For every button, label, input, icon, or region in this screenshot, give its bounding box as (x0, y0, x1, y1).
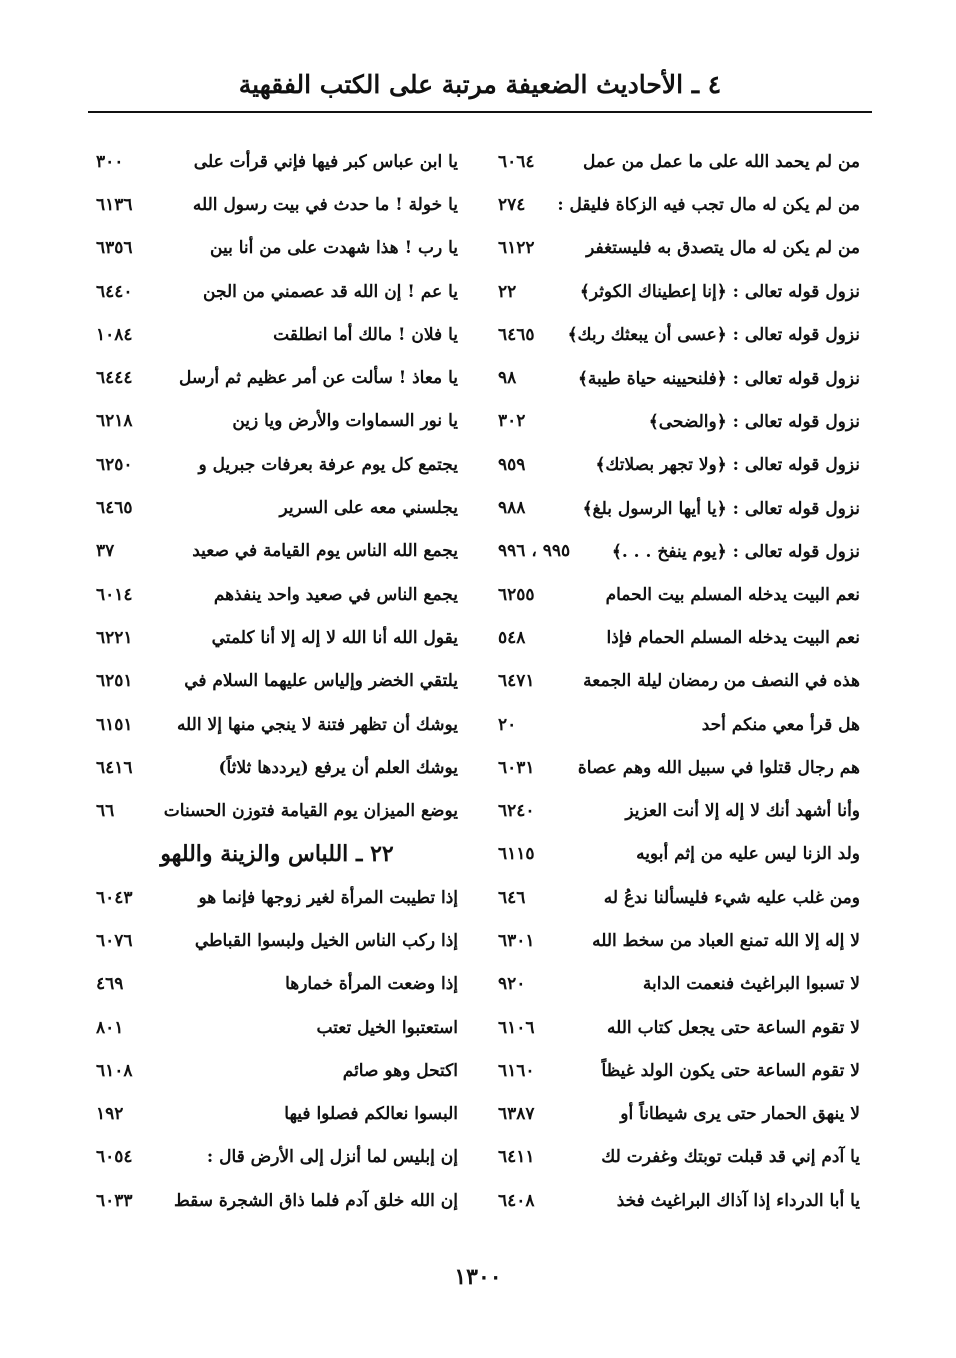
entry-number: ٥٤٨ (498, 627, 526, 648)
index-entry (96, 313, 458, 356)
index-column-right (498, 140, 860, 1222)
entry-number: ٦٤٤٤ (96, 368, 133, 389)
index-entry (96, 1049, 458, 1092)
entry-number: ٩٩٥ ، ٩٩٦ (498, 541, 571, 562)
index-entry (96, 1006, 458, 1049)
entry-number: ٦١١٥ (498, 844, 535, 865)
entry-text: يا أبا الدرداء إذا آذاك البراغيث فخذ (616, 1190, 860, 1211)
entry-number: ٨٠١ (96, 1017, 124, 1038)
entry-number: ٢٢ (498, 281, 517, 302)
entry-text: إذا ركب الناس الخيل ولبسوا القباطي (194, 930, 458, 951)
index-entry (96, 486, 458, 529)
entry-text: وأنا أشهد أنك لا إله إلا أنت العزيز (625, 801, 860, 822)
index-entry (96, 963, 458, 1006)
entry-number: ٦٣٥٦ (96, 238, 133, 259)
index-entry (498, 356, 860, 399)
index-entry (498, 443, 860, 486)
index-entry (498, 919, 860, 962)
entry-number: ٢٧٤ (498, 194, 526, 215)
entry-number: ٤٦٩ (96, 974, 124, 995)
index-entry (96, 616, 458, 659)
entry-number: ٦٣٠١ (498, 930, 535, 951)
entry-number: ٦١٠٦ (498, 1017, 535, 1038)
entry-number: ٦٤٦٥ (96, 498, 133, 519)
entry-number: ٦٢٥١ (96, 671, 133, 692)
entry-number: ٦٠٧٦ (96, 930, 133, 951)
entry-number: ٦٠٤٣ (96, 887, 133, 908)
index-entry (498, 833, 860, 876)
entry-text: إذا وضعت المرأة خمارها (285, 974, 458, 995)
entry-text: يا خولة ! ما حدث في بيت رسول الله (192, 194, 458, 215)
entry-number: ٦٢١٨ (96, 411, 133, 432)
entry-text: إذا تطيبت المرأة لغير زوجها فإنما هو (198, 887, 458, 908)
entry-number: ٦٢٥٥ (498, 584, 535, 605)
entry-number: ٦٤٠٨ (498, 1190, 535, 1211)
index-entry (498, 1006, 860, 1049)
entry-number: ٦٠١٤ (96, 584, 133, 605)
entry-text: البسوا نعالكم فصلوا فيها (284, 1104, 458, 1125)
index-entry (498, 313, 860, 356)
entry-number: ٦٠٣١ (498, 757, 535, 778)
index-entry (498, 227, 860, 270)
index-entry (96, 1093, 458, 1136)
entry-number: ٦١٥١ (96, 714, 133, 735)
index-entry (498, 140, 860, 183)
entry-text: نزول قوله تعالى : ﴿إنا إعطيناك الكوثر﴾ (579, 282, 860, 303)
entry-number: ١٩٢ (96, 1104, 124, 1125)
entry-number: ٦٤٦٥ (498, 324, 535, 345)
entry-text: نزول قوله تعالى : ﴿عسى أن يبعثك ربك﴾ (567, 325, 860, 346)
entry-text: لا تسبوا البراغيث فنعمت الدابة (642, 974, 860, 995)
entry-number: ٦١٢٢ (498, 238, 535, 259)
entry-number: ٦٠٥٤ (96, 1147, 133, 1168)
index-entry (498, 573, 860, 616)
entry-text: يا آدم إني قد قبلت توبتك وغفرت لك (601, 1147, 860, 1168)
entry-number: ٦٤٤٠ (96, 281, 133, 302)
entry-text: يجمع الناس في صعيد واحد ينفذهم (213, 584, 458, 605)
entry-number: ٦١٦٠ (498, 1060, 535, 1081)
index-column-left (96, 140, 458, 1222)
entry-text: يا رب ! هذا شهدت على من أنا بين (210, 238, 458, 259)
entry-number: ١٠٨٤ (96, 324, 133, 345)
index-entry (96, 356, 458, 399)
entry-number: ٢٠ (498, 714, 517, 735)
index-entry (96, 400, 458, 443)
entry-text: نزول قوله تعالى : ﴿والضحى﴾ (648, 411, 860, 432)
entry-text: يجتمع كل يوم عرفة بعرفات جبريل و (198, 454, 458, 475)
index-entry (498, 530, 860, 573)
header-rule (88, 111, 872, 113)
entry-text: استعتبوا الخيل تعتب (316, 1017, 458, 1038)
entry-text: نعم البيت يدخله المسلم الحمام فإذا (606, 627, 860, 648)
entry-text: يا معاذ ! سألت عن أمر عظيم ثم أرسل (179, 368, 458, 389)
index-entry (96, 703, 458, 746)
entry-text: ومن غلب عليه شيء فليسألنا ندعُ له (603, 887, 860, 908)
entry-number: ٦٠٣٣ (96, 1190, 133, 1211)
index-entry (96, 1179, 458, 1222)
entry-number: ٩٨ (498, 368, 517, 389)
index-entry (498, 616, 860, 659)
index-entry (96, 660, 458, 703)
entry-text: يوضع الميزان يوم القيامة فتوزن الحسنات (163, 801, 458, 822)
index-entry (96, 876, 458, 919)
index-entry (498, 660, 860, 703)
left-column-top-entries (96, 140, 458, 833)
section-heading: ٢٢ ـ اللباس والزينة واللهو (160, 841, 394, 868)
entry-text: هذه في النصف من رمضان ليلة الجمعة (583, 671, 860, 692)
entry-text: نزول قوله تعالى : ﴿ولا تجهر بصلاتك﴾ (595, 455, 860, 476)
index-entry (96, 919, 458, 962)
entry-text: لا تقوم الساعة حتى يجعل كتاب الله (607, 1017, 860, 1038)
index-entry (498, 1136, 860, 1179)
entry-text: يوشك العلم أن يرفع (يرددها ثلاثاً) (218, 757, 458, 778)
entry-text: ولد الزنا ليس عليه من إثم أبويه (636, 844, 860, 865)
index-entry (498, 400, 860, 443)
entry-text: من لم يحمد الله على ما عمل من عمل (583, 151, 860, 172)
entry-number: ٦٠٦٤ (498, 151, 535, 172)
entry-text: يا فلان ! مالك أما انطلقت (273, 324, 458, 345)
index-entry (498, 183, 860, 226)
entry-number: ٣٧ (96, 541, 115, 562)
index-entry (96, 789, 458, 832)
entry-number: ٦٢٥٠ (96, 454, 133, 475)
index-entry (96, 746, 458, 789)
index-entry (498, 1093, 860, 1136)
index-entry (96, 140, 458, 183)
index-entry (498, 1049, 860, 1092)
entry-number: ٦١٠٨ (96, 1060, 133, 1081)
entry-text: من لم يكن له مال يتصدق به فليستغفر (586, 238, 860, 259)
index-entry (96, 227, 458, 270)
index-entry (498, 1179, 860, 1222)
index-entry (96, 183, 458, 226)
entry-text: نزول قوله تعالى : ﴿يوم ينفخ . . .﴾ (611, 541, 860, 562)
entry-text: هل قرأ معي منكم أحد (701, 714, 860, 735)
index-entry (96, 573, 458, 616)
index-entry (498, 486, 860, 529)
entry-text: إن إبليس لما أنزل إلى الأرض قال : (206, 1147, 458, 1168)
entry-text: يلتقي الخضر وإلياس عليهما السلام في (184, 671, 458, 692)
entry-number: ٦٢٤٠ (498, 801, 535, 822)
entry-text: يا نور السماوات والأرض ويا زين (232, 411, 458, 432)
entry-number: ٦٢٢١ (96, 627, 133, 648)
entry-text: يوشك أن تظهر فتنة لا ينجي منها إلا الله (176, 714, 458, 735)
index-entry (498, 703, 860, 746)
entry-text: هم رجال قتلوا في سبيل الله وهم عصاة (577, 757, 860, 778)
entry-text: نعم البيت يدخله المسلم بيت الحمام (605, 584, 860, 605)
index-entry (498, 789, 860, 832)
index-entry (96, 270, 458, 313)
entry-text: لا ينهق الحمار حتى يرى شيطاناً أو (620, 1104, 860, 1125)
entry-text: يجمع الله الناس يوم القيامة في صعيد (192, 541, 458, 562)
entry-number: ٦١٣٦ (96, 194, 133, 215)
index-entry (498, 876, 860, 919)
entry-text: نزول قوله تعالى : ﴿فلنحيينه حياة طيبة﴾ (577, 368, 860, 389)
left-column-bottom-entries (96, 876, 458, 1222)
entry-number: ٦٦ (96, 801, 115, 822)
index-entry (96, 1136, 458, 1179)
entry-text: إن الله خلق آدم فلما ذاق الشجرة سقط (174, 1190, 458, 1211)
entry-number: ٦٤١٦ (96, 757, 133, 778)
index-entry (498, 270, 860, 313)
entry-text: يا ابن عباس كبر فيها فإني قرأت على (193, 151, 458, 172)
entry-number: ٣٠٢ (498, 411, 526, 432)
index-entry (96, 443, 458, 486)
entry-text: يجلسني معه على السرير (279, 498, 458, 519)
entry-text: يقول الله أنا الله لا إله إلا أنا كلمتي (211, 627, 458, 648)
entry-number: ٩٢٠ (498, 974, 526, 995)
index-entry (498, 746, 860, 789)
entry-text: من لم يكن له مال تجب فيه الزكاة فليقل : (557, 194, 860, 215)
entry-text: لا إله إلا الله تمنع العباد من سخط الله (592, 930, 860, 951)
entry-number: ٦٣٨٧ (498, 1104, 535, 1125)
entry-text: اكتحل وهو صائم (342, 1060, 458, 1081)
page-header-title: ٤ ـ الأحاديث الضعيفة مرتبة على الكتب الفقهية (238, 70, 722, 99)
index-entry (498, 963, 860, 1006)
entry-text: يا عم ! إن الله قد عصمني من الجن (203, 281, 458, 302)
entry-number: ٩٥٩ (498, 454, 526, 475)
page-number: ١٣٠٠ (454, 1264, 502, 1290)
entry-number: ٦٤٦ (498, 887, 526, 908)
entry-number: ٣٠٠ (96, 151, 124, 172)
entry-number: ٩٨٨ (498, 498, 526, 519)
entry-number: ٦٤٧١ (498, 671, 535, 692)
entry-number: ٦٤١١ (498, 1147, 535, 1168)
index-entry (96, 530, 458, 573)
entry-text: لا تقوم الساعة حتى يكون الولد غيظاً (601, 1060, 860, 1081)
entry-text: نزول قوله تعالى : ﴿يا أيها الرسول بلغ﴾ (582, 498, 860, 519)
